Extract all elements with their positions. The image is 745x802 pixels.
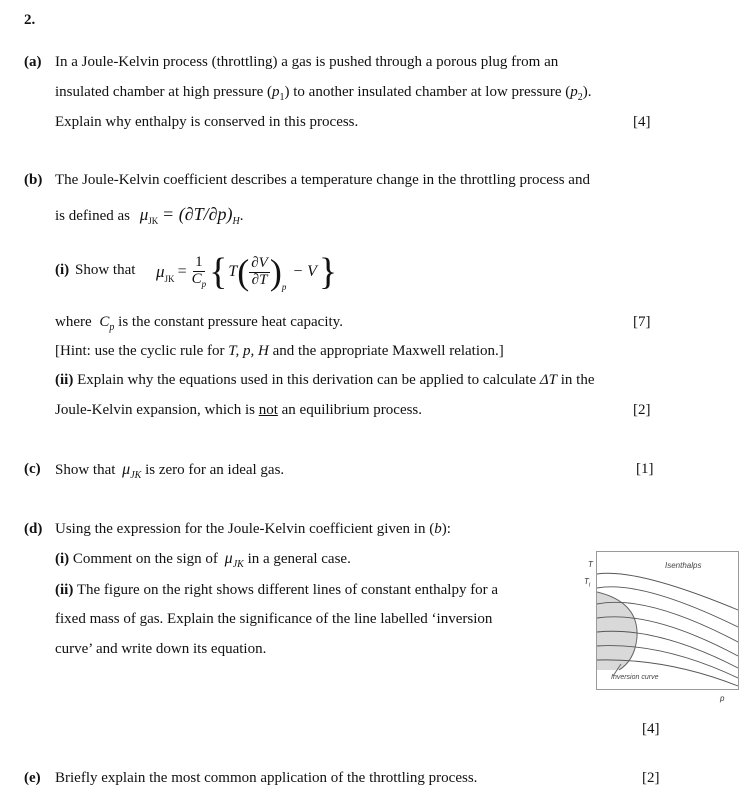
question-number: 2. bbox=[24, 12, 36, 28]
part-b-hint: [Hint: use the cyclic rule for T, p, H and the appropriate Maxwell relation.] bbox=[55, 343, 504, 359]
part-d-label: (d) bbox=[24, 521, 43, 537]
isenthalp-plot bbox=[597, 552, 738, 689]
inversion-curve-label: Inversion curve bbox=[611, 674, 659, 681]
part-a-line1: In a Joule-Kelvin process (throttling) a gas is pushed through a porous plug from an bbox=[55, 54, 559, 70]
part-c-text: Show that $\mu_{JK}$ is zero for an ideal gas. bbox=[55, 461, 285, 481]
part-e-marks: [2] bbox=[642, 770, 660, 786]
part-b-ii-line1: (ii) Explain why the equations used in this derivation can be applied to calculate ΔT in the bbox=[55, 372, 595, 388]
part-b-definition: is defined as $\mu_{JK} = (\partial T/\partial p)_H$. bbox=[55, 204, 244, 227]
figure-ti-label: $T_i$ bbox=[584, 577, 591, 589]
part-d-ii-line3: curve’ and write down its equation. bbox=[55, 641, 267, 657]
part-d-i: (i) Comment on the sign of $\mu_{JK}$ in a general case. bbox=[55, 550, 351, 570]
figure-y-axis-label: T bbox=[588, 560, 593, 569]
part-e-text: Briefly explain the most common application of the throttling process. bbox=[55, 770, 478, 786]
part-a-line2: insulated chamber at high pressure $(p_1)$ to another insulated chamber at low pressure $(p_2)$. bbox=[55, 84, 592, 103]
part-d-ii-line1: (ii) The figure on the right shows different lines of constant enthalpy for a bbox=[55, 582, 499, 598]
part-b-i-text: Show that bbox=[75, 262, 136, 278]
part-a-label: (a) bbox=[24, 54, 42, 70]
part-b-label: (b) bbox=[24, 172, 43, 188]
isenthalp-figure bbox=[596, 551, 739, 690]
part-d-marks: [4] bbox=[642, 721, 660, 737]
part-d-ii-line2: fixed mass of gas. Explain the significance of the line labelled ‘inversion bbox=[55, 611, 493, 627]
part-b-ii-line2: Joule-Kelvin expansion, which is not an equilibrium process. bbox=[55, 402, 423, 418]
part-a-marks: [4] bbox=[633, 114, 651, 130]
part-b-where: where $C_p$ is the constant pressure heat capacity. bbox=[55, 314, 343, 333]
part-a-line3: Explain why enthalpy is conserved in this process. bbox=[55, 114, 359, 130]
part-b-ii-marks: [2] bbox=[633, 402, 651, 418]
part-e-label: (e) bbox=[24, 770, 41, 786]
part-c-label: (c) bbox=[24, 461, 41, 477]
isenthalps-label: Isenthalps bbox=[665, 561, 702, 570]
part-c-marks: [1] bbox=[636, 461, 654, 477]
figure-x-axis-label: p bbox=[720, 694, 725, 703]
part-b-line1: The Joule-Kelvin coefficient describes a temperature change in the throttling process and bbox=[55, 172, 590, 188]
part-b-i-marks: [7] bbox=[633, 314, 651, 330]
part-d-line1: Using the expression for the Joule-Kelvin coefficient given in (b): bbox=[55, 521, 451, 537]
part-b-i-label: (i) bbox=[55, 262, 70, 278]
part-b-i-equation: μ $_{JK}$ = $\frac{1}{C_p}$ { T ( $\frac{\partial V}{\partial T}$ ) $_p$ − V } bbox=[156, 251, 338, 293]
